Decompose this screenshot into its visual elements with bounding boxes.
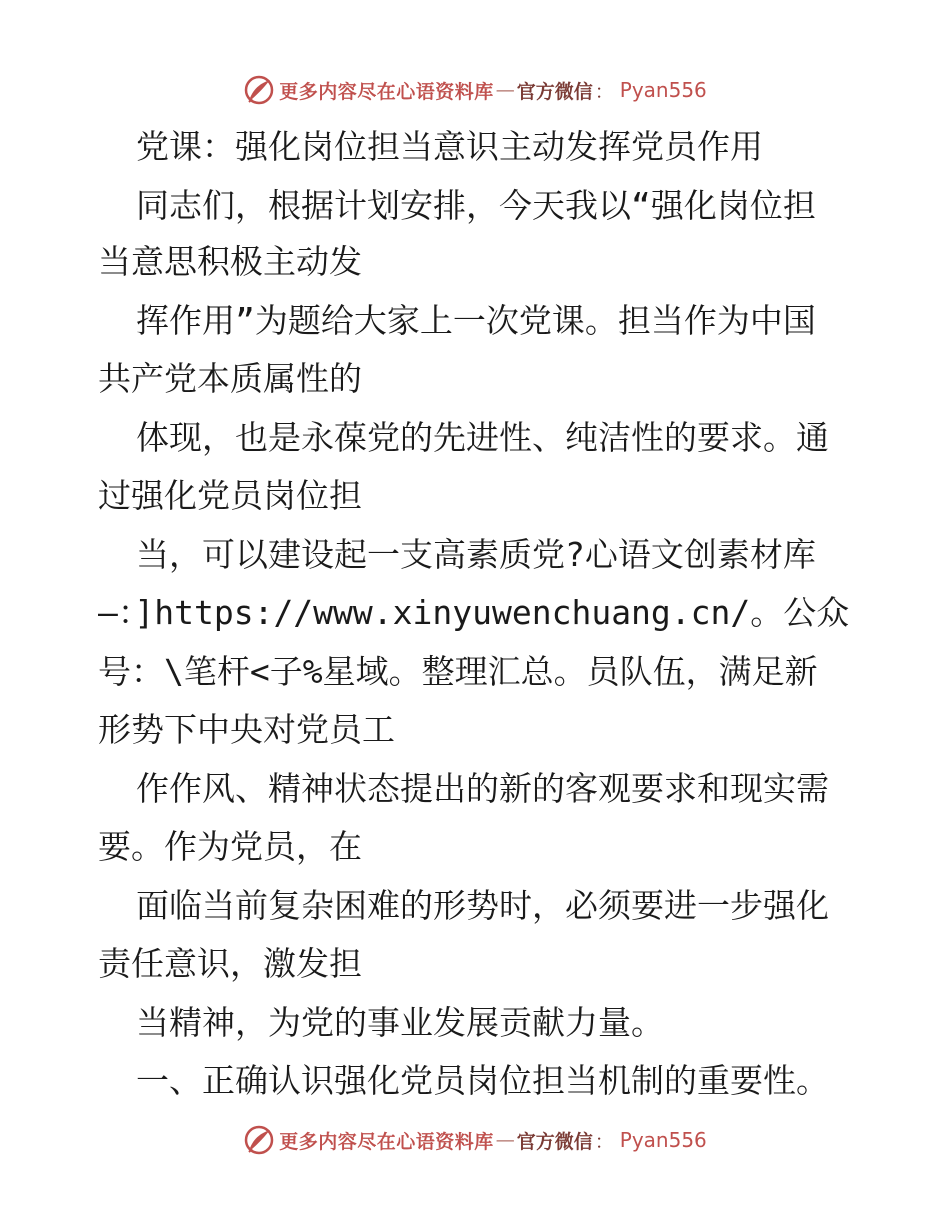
text-line: 当精神，为党的事业发展贡献力量。 [136,1003,664,1042]
text-line: 号：\笔杆<子%星域。整理汇总。员队伍，满足新 [98,652,818,691]
text-line: —：]https://www.xinyuwenchuang.cn/。公众 [98,593,850,632]
banner-wechat-label: 官方微信 [516,1130,593,1153]
text-line: 过强化党员岗位担 [98,476,362,515]
banner-wechat-account: Pyan556 [619,1128,707,1152]
document-title: 党课：强化岗位担当意识主动发挥党员作用 [136,127,763,166]
banner-wechat-label: 官方微信 [516,80,593,103]
pen-logo-icon [243,1124,275,1156]
text-line: 同志们，根据计划安排，今天我以“强化岗位担 [136,186,816,225]
text-line: 挥作用”为题给大家上一次党课。担当作为中国 [136,301,816,340]
text-line: 形势下中央对党员工 [98,710,395,749]
text-line: 当，可以建设起一支高素质党?心语文创素材库 [136,535,816,574]
header-banner [0,70,950,110]
text-line: 责任意识，激发担 [98,944,362,983]
banner-colon: ： [594,80,614,103]
banner-dash: — [495,1129,515,1151]
text-line: 共产党本质属性的 [98,359,362,398]
section-heading: 一、正确认识强化党员岗位担当机制的重要性。 [136,1061,829,1100]
banner-colon: ： [594,1130,614,1153]
banner-dash: — [495,79,515,101]
footer-banner [0,1120,950,1160]
text-line: 要。作为党员，在 [98,827,362,866]
banner-brand: 更多内容尽在心语资料库 [279,80,494,103]
pen-logo-icon [243,74,275,106]
text-line: 当意思积极主动发 [98,242,362,281]
banner-wechat-account: Pyan556 [619,78,707,102]
text-line: 面临当前复杂困难的形势时，必须要进一步强化 [136,886,829,925]
text-line: 作作风、精神状态提出的新的客观要求和现实需 [136,769,829,808]
banner-brand: 更多内容尽在心语资料库 [279,1130,494,1153]
text-line: 体现，也是永葆党的先进性、纯洁性的要求。通 [136,418,829,457]
